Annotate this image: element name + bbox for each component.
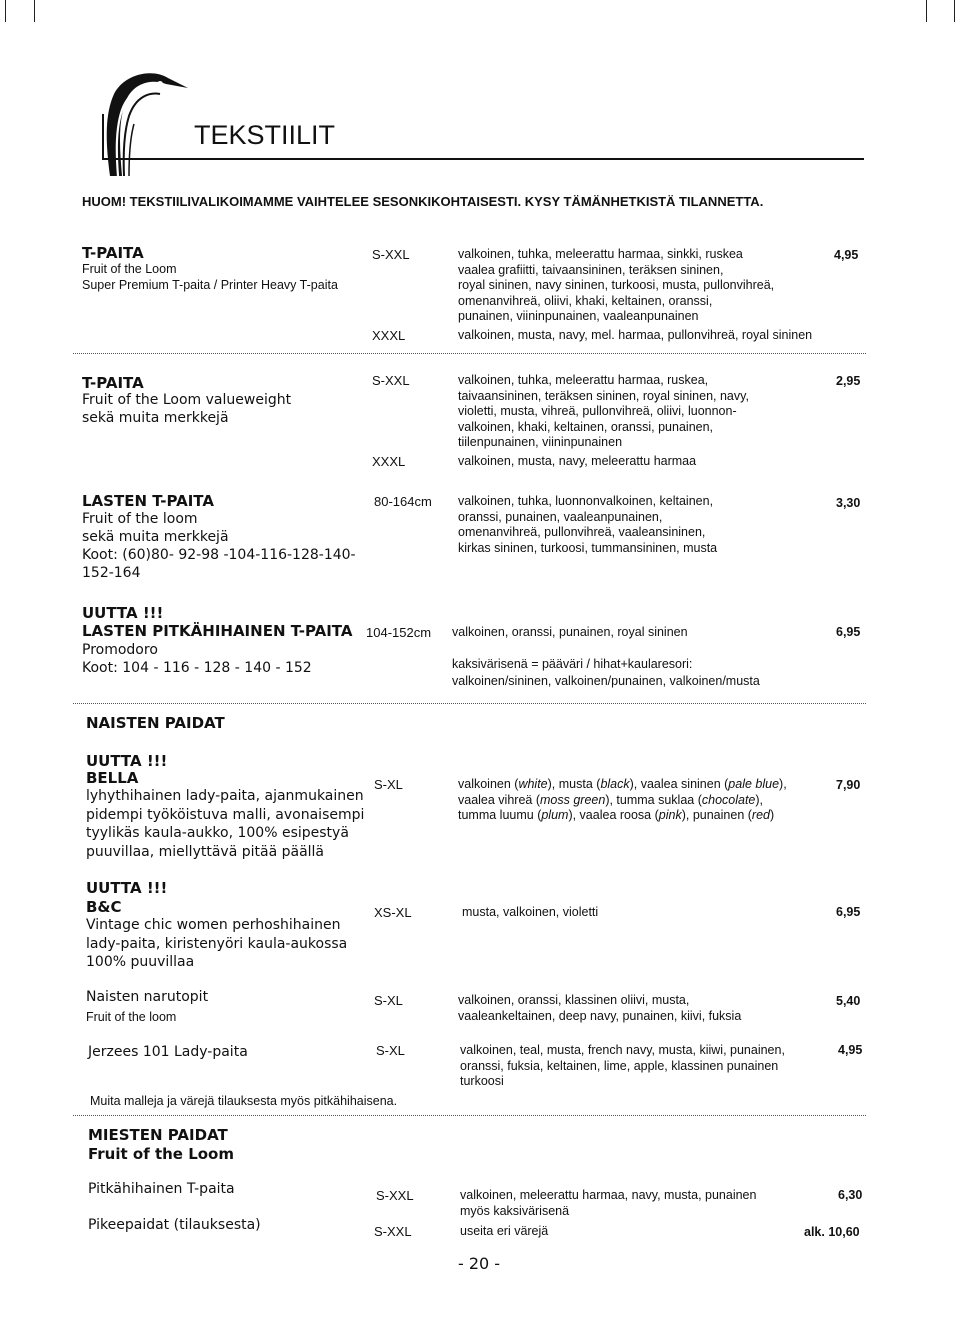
price: 2,95 [836, 374, 861, 388]
new-label: UUTTA !!! [86, 752, 168, 770]
color-list: valkoinen, oranssi, punainen, royal sininen [452, 625, 688, 639]
size-range: S-XXL [372, 247, 410, 262]
crop-mark [34, 0, 35, 22]
size-range: S-XXL [374, 1224, 412, 1239]
size-range: S-XL [374, 993, 403, 1008]
size-range: XS-XL [374, 905, 412, 920]
size-list: Koot: 104 - 116 - 128 - 140 - 152 [82, 660, 312, 676]
crop-mark [5, 0, 6, 22]
size-range: 104-152cm [366, 625, 432, 640]
product-brand: Fruit of the Loom [88, 1145, 234, 1163]
price: 6,95 [836, 625, 861, 639]
product-title: Naisten narutopit [86, 989, 209, 1005]
price: 7,90 [836, 778, 861, 792]
size-range: XXXL [372, 328, 406, 343]
color-list: valkoinen, tuhka, meleerattu harmaa, sinkki, ruskea vaalea grafiitti, taivaansininen, teräksen sininen, royal sininen, navy sininen, turkoosi, musta, pullonvihreä, omenanvihreä, oliivi, khaki, keltainen, oranssi, punainen, viininpunainen, vaaleanpunainen [458, 247, 775, 323]
color-list: valkoinen, teal, musta, french navy, musta, kiiwi, punainen, oranssi, fuksia, keltainen, lime, apple, klassinen punainen turkoosi [460, 1043, 785, 1088]
color-list: musta, valkoinen, violetti [462, 905, 599, 919]
product-description: Vintage chic women perhoshihainen lady-paita, kiristenyöri kaula-aukossa 100% puuvillaa [86, 917, 348, 970]
size-range: S-XL [374, 777, 403, 792]
product-note: sekä muita merkkejä [82, 410, 229, 426]
price: 5,40 [836, 994, 861, 1008]
price: 6,30 [838, 1188, 863, 1202]
divider [73, 1115, 866, 1116]
crop-mark [926, 0, 927, 22]
product-subtitle: Super Premium T-paita / Printer Heavy T-paita [82, 278, 338, 292]
color-list: valkoinen, musta, navy, meleerattu harmaa [458, 454, 697, 468]
size-range: 80-164cm [374, 494, 432, 509]
size-list: Koot: (60)80- 92-98 -104-116-128-140- [82, 547, 356, 563]
product-description: lyhythihainen lady-paita, ajanmukainen pidempi työköistuva malli, avonaisempi tyylikäs kaula-aukko, 100% esipestyä puuvillaa, miellyttävä pitää päällä [86, 788, 365, 860]
size-range: S-XXL [376, 1188, 414, 1203]
price: alk. 10,60 [804, 1225, 860, 1239]
color-list: useita eri värejä [460, 1224, 549, 1238]
crop-mark [954, 0, 955, 22]
product-brand: Fruit of the Loom [82, 262, 177, 276]
size-list: 152-164 [82, 565, 141, 581]
color-list: valkoinen (white), musta (black), vaalea sininen (pale blue), vaalea vihreä (moss green), tumma suklaa (chocolate), tumma luumu (plum), vaalea roosa (pink), punainen (red) [458, 777, 787, 822]
product-title: Pitkähihainen T-paita [88, 1181, 235, 1197]
color-list: valkoinen, musta, navy, mel. harmaa, pullonvihreä, royal sininen [458, 328, 813, 342]
size-range: S-XL [376, 1043, 405, 1058]
new-label: UUTTA !!! [82, 604, 164, 622]
product-brand: Fruit of the loom [86, 1010, 177, 1024]
product-note: sekä muita merkkejä [82, 529, 229, 545]
divider [73, 353, 866, 354]
size-range: XXXL [372, 454, 406, 469]
product-title: LASTEN PITKÄHIHAINEN T-PAITA [82, 622, 353, 640]
section-heading: MIESTEN PAIDAT [88, 1126, 228, 1144]
product-brand: Fruit of the Loom valueweight [82, 392, 292, 408]
price: 3,30 [836, 496, 861, 510]
color-list: valkoinen, oranssi, klassinen oliivi, musta, vaaleankeltainen, deep navy, punainen, kiivi, fuksia [458, 993, 742, 1023]
product-title: T-PAITA [82, 374, 144, 392]
notice: HUOM! TEKSTIILIVALIKOIMAMME VAIHTELEE SESONKIKOHTAISESTI. KYSY TÄMÄNHETKISTÄ TILANNETTA. [82, 194, 764, 209]
product-title: LASTEN T-PAITA [82, 492, 214, 510]
page-number: - 20 - [458, 1254, 501, 1273]
product-title: B&C [86, 898, 122, 916]
product-title: Pikeepaidat (tilauksesta) [88, 1217, 261, 1233]
footer-note: Muita malleja ja värejä tilauksesta myös pitkähihaisena. [90, 1094, 398, 1108]
product-title: T-PAITA [82, 244, 144, 262]
price: 4,95 [838, 1043, 863, 1057]
product-brand: Fruit of the loom [82, 511, 198, 527]
product-title: BELLA [86, 769, 139, 787]
two-color-label: kaksivärisenä = pääväri / hihat+kaularesori: [452, 657, 693, 671]
divider [73, 703, 866, 704]
new-label: UUTTA !!! [86, 879, 168, 897]
product-title: Jerzees 101 Lady-paita [88, 1044, 248, 1060]
page-title: TEKSTIILIT [194, 120, 336, 150]
color-list: valkoinen, tuhka, meleerattu harmaa, ruskea, taivaansininen, teräksen sininen, royal sininen, navy, violetti, musta, vihreä, pullonvihreä, oliivi, luonnon- valkoinen, khaki, keltainen, oranssi, punainen, tiilenpunainen, viininpunainen [458, 373, 749, 449]
section-heading: NAISTEN PAIDAT [86, 714, 225, 732]
size-range: S-XXL [372, 373, 410, 388]
price: 6,95 [836, 905, 861, 919]
product-brand: Promodoro [82, 642, 158, 658]
price: 4,95 [834, 248, 859, 262]
color-list: valkoinen, meleerattu harmaa, navy, musta, punainen myös kaksivärisenä [460, 1188, 757, 1218]
color-list: valkoinen, tuhka, luonnonvalkoinen, keltainen, oranssi, punainen, vaaleanpunainen, omenanvihreä, pullonvihreä, vaaleansininen, kirkas sininen, turkoosi, tummansininen, musta [458, 494, 718, 555]
two-color-list: valkoinen/sininen, valkoinen/punainen, valkoinen/musta [452, 674, 760, 688]
